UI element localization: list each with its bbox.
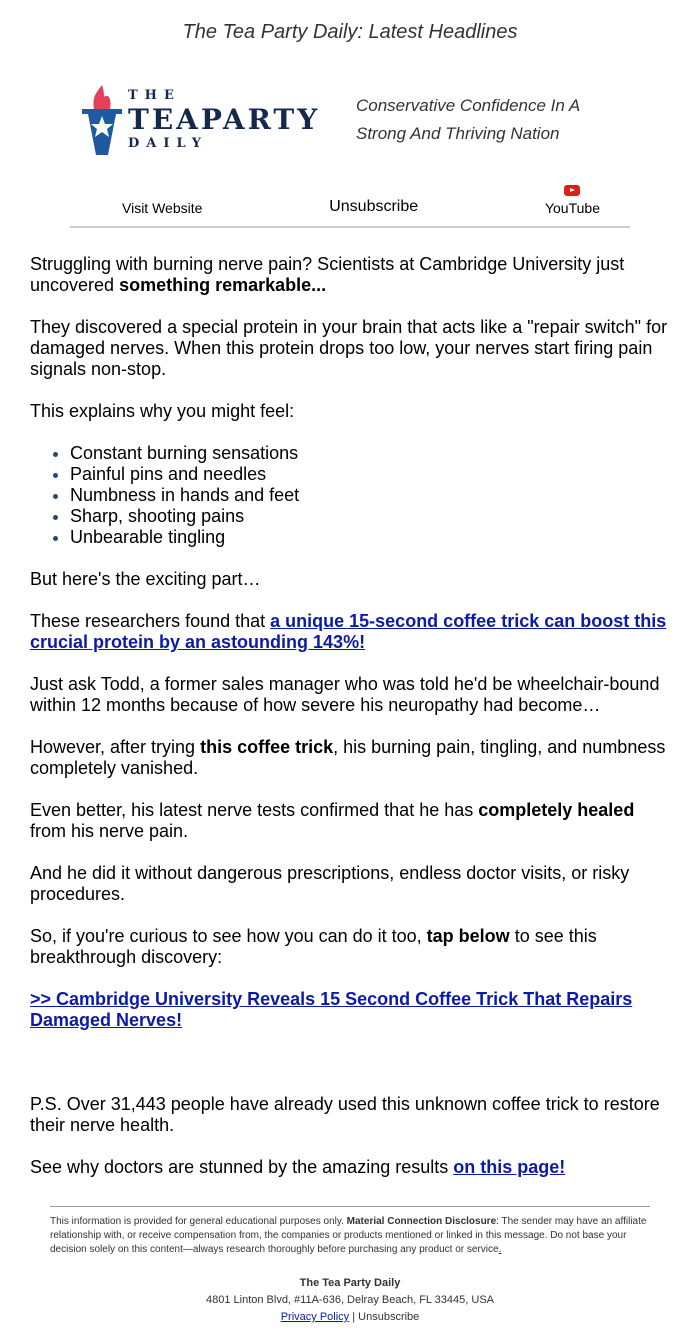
newsletter-title: The Tea Party Daily: Latest Headlines xyxy=(182,21,518,43)
paragraph: P.S. Over 31,443 people have already used this unknown coffee trick to restore their nerve health. xyxy=(30,1094,660,1135)
text: from his nerve pain. xyxy=(30,821,189,841)
bold-text: this coffee trick xyxy=(200,737,334,757)
logo-the: THE xyxy=(128,88,181,103)
youtube-label: YouTube xyxy=(544,200,600,216)
header-nav xyxy=(70,190,630,228)
text: to see this breakthrough discovery: xyxy=(30,926,597,967)
bold-text: tap below xyxy=(426,926,510,946)
bold-text: Material Connection Disclosure xyxy=(346,1216,497,1227)
list-item: • Sharp, shooting pains xyxy=(70,506,670,527)
youtube-link[interactable] xyxy=(545,185,600,216)
results-link[interactable]: on this page! xyxy=(453,1157,566,1177)
paragraph xyxy=(30,989,670,1031)
header-brand xyxy=(0,50,700,190)
spacer xyxy=(30,1052,670,1094)
privacy-policy-link[interactable]: Privacy Policy xyxy=(280,1311,350,1323)
footer xyxy=(50,1206,650,1326)
paragraph: And he did it without dangerous prescriptions, endless doctor visits, or risky procedures. xyxy=(30,863,630,904)
text: So, if you're curious to see how you can do it too, xyxy=(30,926,427,946)
list-item: • Painful pins and needles xyxy=(70,464,670,485)
text: : The sender may have an affiliate relationship with, or receive compensation from, the companies or products mentioned or linked in this message. Do not base your decision solely on this content—always research thoroughly before purchasing any product or service xyxy=(50,1216,647,1255)
bold-text: completely healed xyxy=(478,800,635,820)
paragraph: This explains why you might feel: xyxy=(30,401,295,421)
paragraph: They discovered a special protein in your brain that acts like a "repair switch" for damaged nerves. When this protein drops too low, your nerves start firing pain signals non-stop. xyxy=(30,317,668,379)
paragraph: Just ask Todd, a former sales manager who was told he'd be wheelchair-bound within 12 months because of how severe his neuropathy had become… xyxy=(30,674,660,715)
paragraph xyxy=(30,737,670,779)
text: This information is provided for general educational purposes only. xyxy=(50,1216,347,1227)
unsubscribe-link[interactable]: Unsubscribe xyxy=(329,198,419,215)
bold-text: something remarkable... xyxy=(119,275,327,295)
text: , his burning pain, tingling, and numbness completely vanished. xyxy=(30,737,666,778)
text: These researchers found that xyxy=(30,611,271,631)
email-body xyxy=(0,228,700,1178)
tagline xyxy=(356,92,580,148)
footer-address-block xyxy=(50,1275,650,1326)
text: Even better, his latest nerve tests confirmed that he has xyxy=(30,800,479,820)
coffee-trick-link[interactable]: a unique 15-second coffee trick can boost this crucial protein by an astounding 143%! xyxy=(30,611,667,652)
paragraph: But here's the exciting part… xyxy=(30,569,261,589)
paragraph xyxy=(30,926,670,968)
tagline-line2: Strong And Thriving Nation xyxy=(356,124,560,143)
logo-name: TEAPARTY xyxy=(128,103,321,136)
paragraph xyxy=(30,1157,670,1178)
text: Struggling with burning nerve pain? Scientists at Cambridge University just uncovered xyxy=(30,254,625,295)
logo[interactable] xyxy=(82,83,352,157)
paragraph xyxy=(30,254,670,296)
list-item: • Constant burning sensations xyxy=(70,443,670,464)
text: See why doctors are stunned by the amazing results xyxy=(30,1157,454,1177)
logo-daily: DAILY xyxy=(128,136,209,151)
disclosure xyxy=(50,1215,650,1257)
company-name: The Tea Party Daily xyxy=(299,1277,401,1289)
visit-website-link[interactable]: Visit Website xyxy=(122,200,203,216)
list-item: • Unbearable tingling xyxy=(70,527,670,548)
address: 4801 Linton Blvd, #11A-636, Delray Beach, FL 33445, USA xyxy=(205,1294,494,1306)
list-item: • Numbness in hands and feet xyxy=(70,485,670,506)
symptom-list xyxy=(30,443,670,548)
text: However, after trying xyxy=(30,737,201,757)
torch-star-icon xyxy=(82,83,122,157)
footer-unsubscribe-link[interactable]: Unsubscribe xyxy=(358,1311,420,1323)
text: . xyxy=(498,1244,502,1255)
cta-link[interactable]: >> Cambridge University Reveals 15 Second Coffee Trick That Repairs Damaged Nerves! xyxy=(30,989,633,1030)
youtube-icon xyxy=(564,185,580,196)
separator: | xyxy=(349,1311,359,1323)
tagline-line1: Conservative Confidence In A xyxy=(356,96,581,115)
paragraph xyxy=(30,611,670,653)
paragraph xyxy=(30,800,670,842)
